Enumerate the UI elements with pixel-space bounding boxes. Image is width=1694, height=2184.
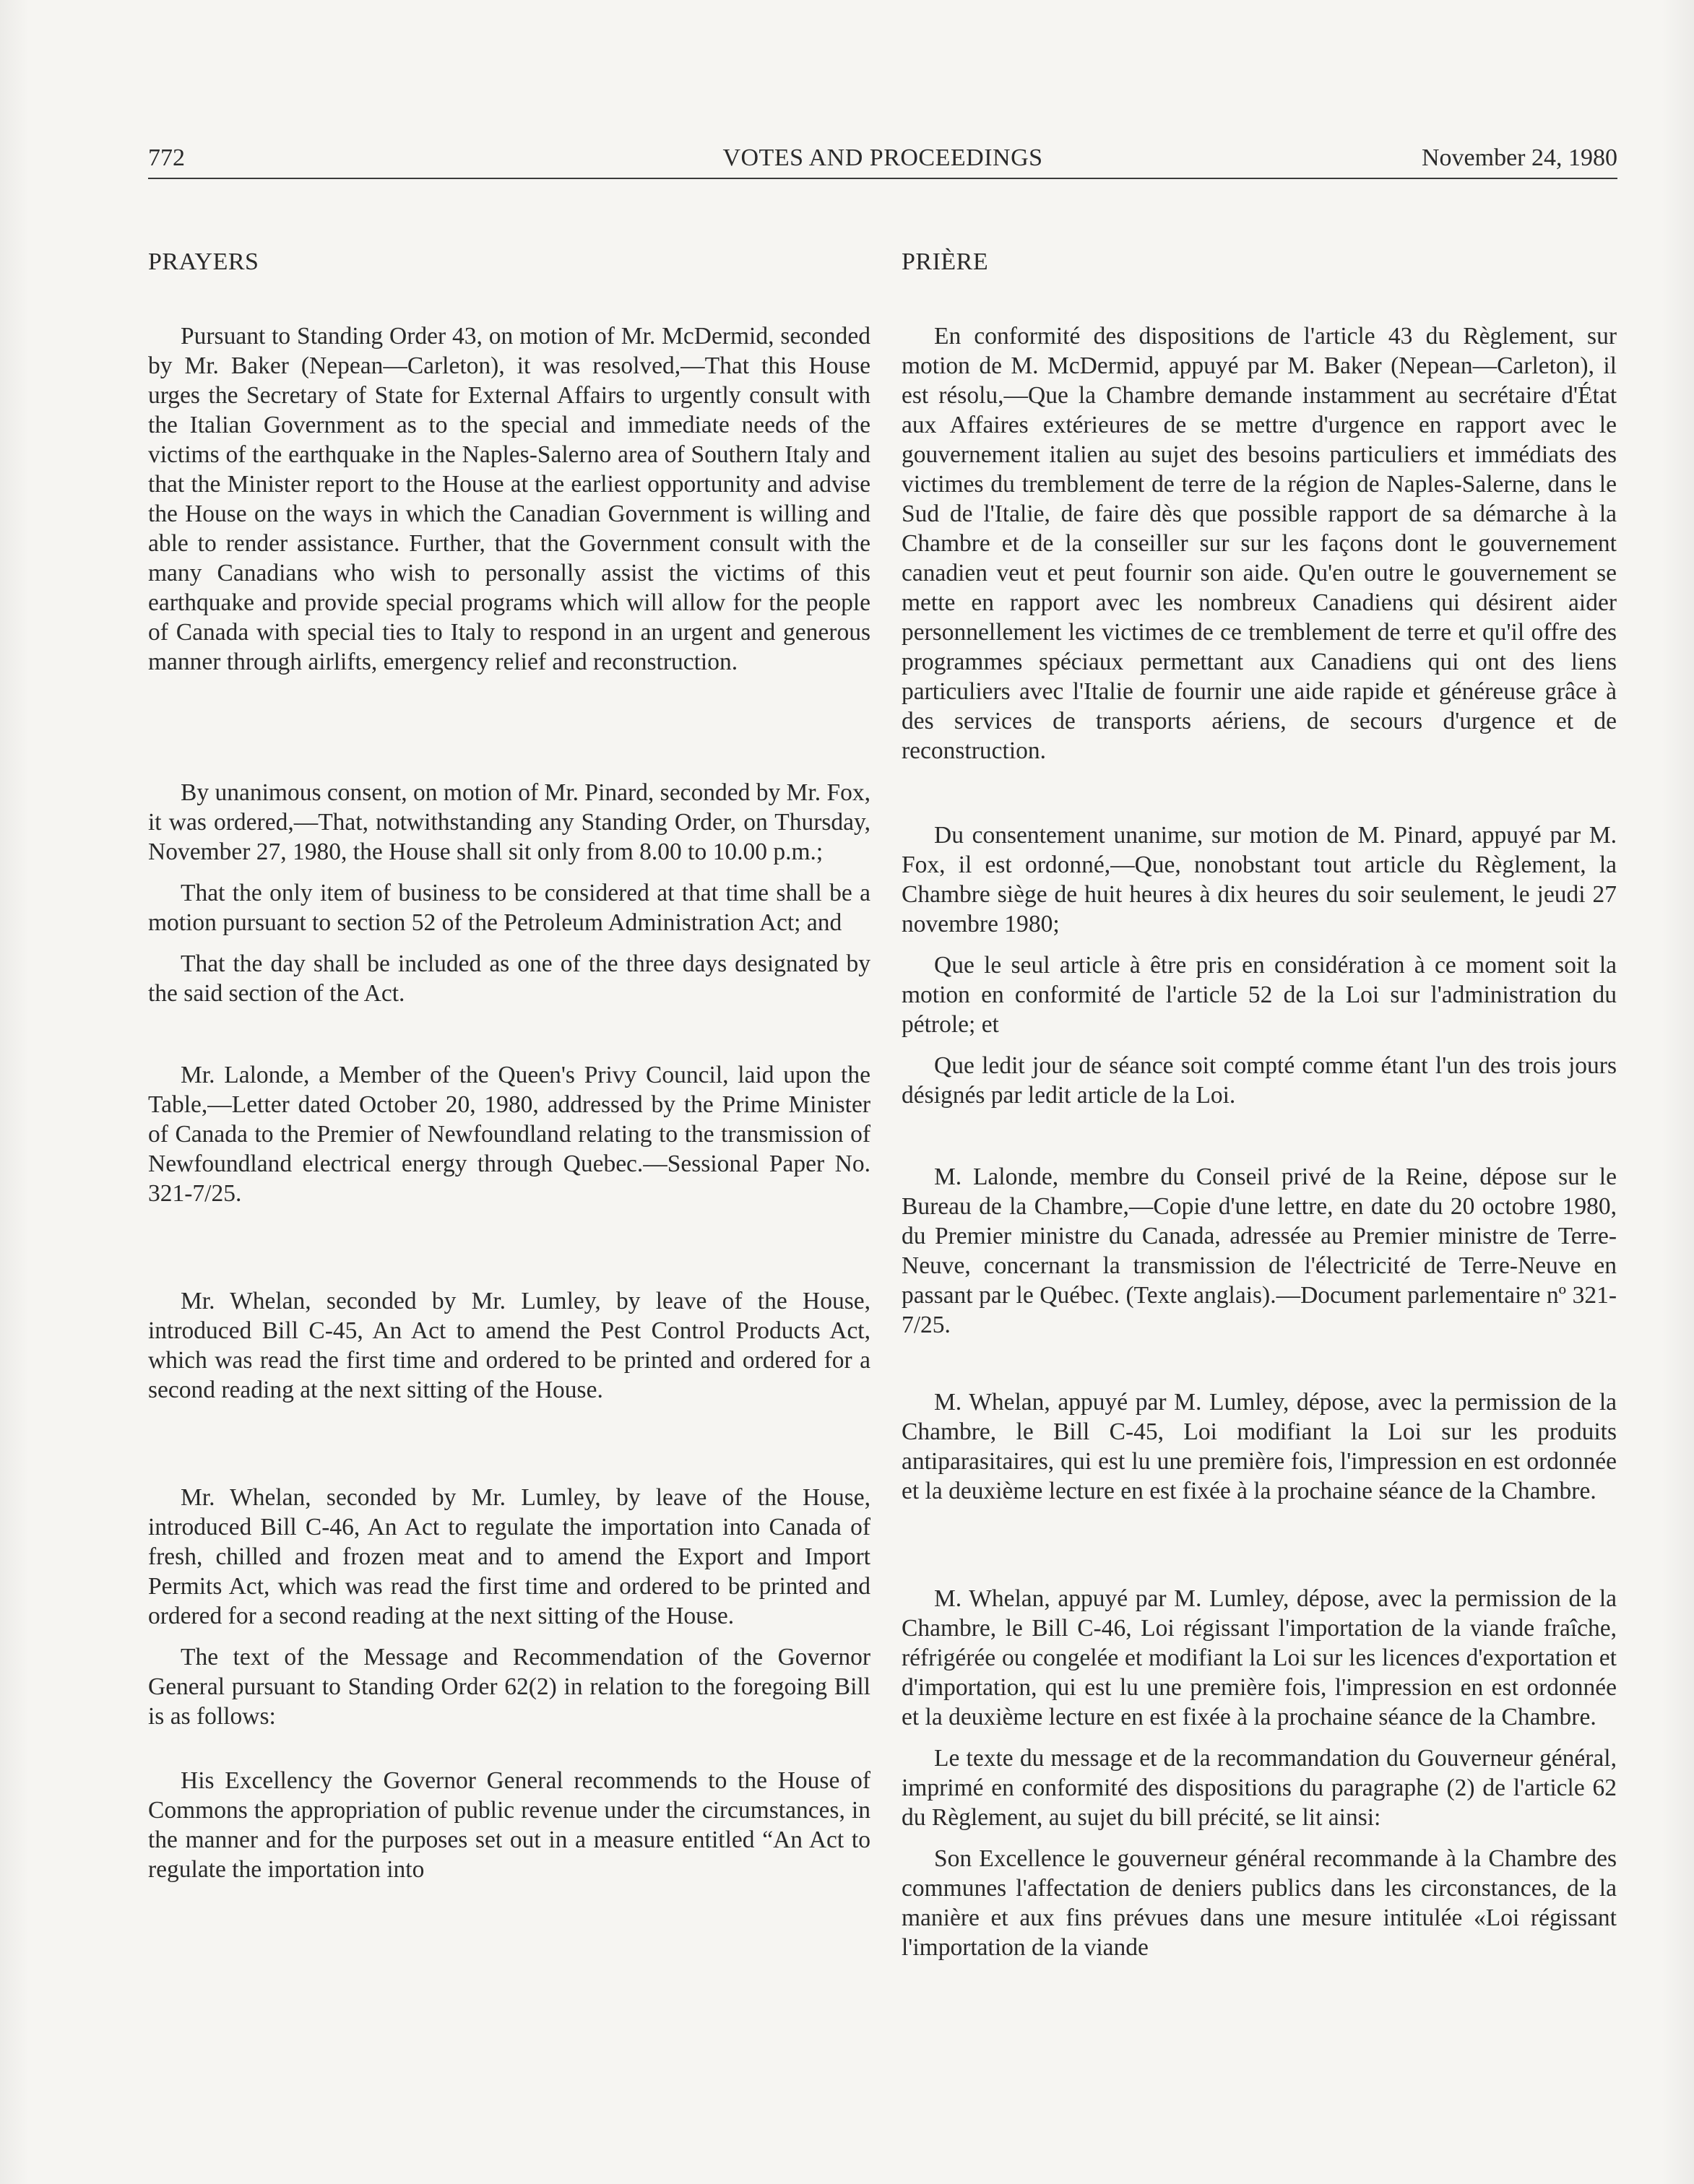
- paragraph-unanimous-consent: By unanimous consent, on motion of Mr. Pinard, seconded by Mr. Fox, it was ordered,—That, notwithstanding any Standing Order, on Thursday, November 27, 1980, the House shall sit only from 8.00 to 10.00 p.m.;: [148, 779, 870, 865]
- paragraph-bill-c46: Mr. Whelan, seconded by Mr. Lumley, by leave of the House, introduced Bill C-46, An Act to regulate the importation into Canada of fresh, chilled and frozen meat and to amend the Export and Import Permits Act, which was read the first time and ordered to be printed and ordered for a second reading at the next sitting of the House.: [148, 1484, 870, 1629]
- paragraph-unanimous-consent-fr: Du consentement unanime, sur motion de M. Pinard, appuyé par M. Fox, il est ordonné,—Que, nonobstant tout article du Règlement, la Chambre siège de huit heures à dix heures du soir seulement, le jeudi 27 novembre 1980;: [902, 822, 1617, 937]
- paragraph-recommendation-fr: Son Excellence le gouverneur général recommande à la Chambre des communes l'affectation de deniers publics dans les circonstances, de la manière et aux fins prévues dans une mesure intitulée «Loi régissant l'importation de la viande: [902, 1845, 1617, 1961]
- paragraph-bill-c45: Mr. Whelan, seconded by Mr. Lumley, by leave of the House, introduced Bill C-45, An Act to amend the Pest Control Products Act, which was read the first time and ordered to be printed and ordered for a second reading at the next sitting of the House.: [148, 1288, 870, 1403]
- section-heading-prayers: PRAYERS: [148, 248, 259, 275]
- paragraph-lalonde-letter-fr: M. Lalonde, membre du Conseil privé de la Reine, dépose sur le Bureau de la Chambre,—Copie d'une lettre, en date du 20 octobre 1980, du Premier ministre du Canada, adressée au Premier ministre de Terre-Neuve, concernant la transmission de l'électricité de Terre-Neuve en passant par le Québec. (Texte anglais).—Document parlementaire nº 321-7/25.: [902, 1164, 1617, 1338]
- paragraph-day-included-fr: Que ledit jour de séance soit compté comme étant l'un des trois jours désignés par ledit article de la Loi.: [902, 1052, 1617, 1109]
- paragraph-earthquake-motion-fr: En conformité des dispositions de l'article 43 du Règlement, sur motion de M. McDermid, appuyé par M. Baker (Nepean—Carleton), il est résolu,—Que la Chambre demande instamment au secrétaire d'État aux Affaires extérieures de se mettre d'urgence en rapport avec le gouvernement italien au sujet des besoins particuliers et immédiats des victimes du tremblement de terre de la région de Naples-Salerne, dans le Sud de l'Italie, de faire dès que possible rapport de sa démarche à la Chambre et de la conseiller sur sur les façons dont le gouvernement canadien veut et peut fournir son aide. Qu'en outre le gouvernement se mette en rapport avec les nombreux Canadiens qui désirent aider personnellement les victimes de ce tremblement de terre et qu'il offre des programmes spéciaux permettant aux Canadiens qui ont des liens particuliers avec l'Italie de fournir une aide rapide et généreuse grâce à des services de transports aériens, de secours d'urgence et de reconstruction.: [902, 323, 1617, 764]
- paragraph-recommendation: His Excellency the Governor General recommends to the House of Commons the appropriation of public revenue under the circumstances, in the manner and for the purposes set out in a measure entitled “An Act to regulate the importation into: [148, 1767, 870, 1883]
- paragraph-message-text-fr: Le texte du message et de la recommandation du Gouverneur général, imprimé en conformité des dispositions du paragraphe (2) de l'article 62 du Règlement, au sujet du bill précité, se lit ainsi:: [902, 1745, 1617, 1831]
- section-heading-priere: PRIÈRE: [902, 248, 989, 275]
- header-date: November 24, 1980: [1421, 144, 1617, 171]
- french-column: [902, 238, 1617, 1962]
- running-title: VOTES AND PROCEEDINGS: [722, 144, 1043, 171]
- english-column: [148, 238, 870, 1884]
- paragraph-message-text: The text of the Message and Recommendation of the Governor General pursuant to Standing Order 62(2) in relation to the foregoing Bill is as follows:: [148, 1644, 870, 1730]
- page-number: 772: [148, 144, 185, 171]
- paragraph-lalonde-letter: Mr. Lalonde, a Member of the Queen's Privy Council, laid upon the Table,—Letter dated October 20, 1980, addressed by the Prime Minister of Canada to the Premier of Newfoundland relating to the transmission of Newfoundland electrical energy through Quebec.—Sessional Paper No. 321-7/25.: [148, 1062, 870, 1207]
- paragraph-bill-c45-fr: M. Whelan, appuyé par M. Lumley, dépose, avec la permission de la Chambre, le Bill C-45, Loi modifiant la Loi sur les produits antiparasitaires, qui est lu une première fois, l'impression en est ordonnée et la deuxième lecture en est fixée à la prochaine séance de la Chambre.: [902, 1389, 1617, 1504]
- paragraph-day-included: That the day shall be included as one of the three days designated by the said section of the Act.: [148, 950, 870, 1007]
- paragraph-bill-c46-fr: M. Whelan, appuyé par M. Lumley, dépose, avec la permission de la Chambre, le Bill C-46, Loi régissant l'importation de la viande fraîche, réfrigérée ou congelée et modifiant la Loi sur les licences d'exportation et d'importation, qui est lu une première fois, l'impression en est ordonnée et la deuxième lecture en est fixée à la prochaine séance de la Chambre.: [902, 1585, 1617, 1730]
- paragraph-earthquake-motion: Pursuant to Standing Order 43, on motion of Mr. McDermid, seconded by Mr. Baker (Nepean—Carleton), it was resolved,—That this House urges the Secretary of State for External Affairs to urgently consult with the Italian Government as to the special and immediate needs of the victims of the earthquake in the Naples-Salerno area of Southern Italy and that the Minister report to the House at the earliest opportunity and advise the House on the ways in which the Canadian Government is willing and able to render assistance. Further, that the Government consult with the many Canadians who wish to personally assist the victims of this earthquake and provide special programs which will allow for the people of Canada with special ties to Italy to respond in an urgent and generous manner through airlifts, emergency relief and reconstruction.: [148, 323, 870, 675]
- paragraph-only-item-fr: Que le seul article à être pris en considération à ce moment soit la motion en conformité de l'article 52 de la Loi sur l'administration du pétrole; et: [902, 952, 1617, 1038]
- paragraph-only-item: That the only item of business to be considered at that time shall be a motion pursuant to section 52 of the Petroleum Administration Act; and: [148, 880, 870, 936]
- page-header: [148, 142, 1617, 179]
